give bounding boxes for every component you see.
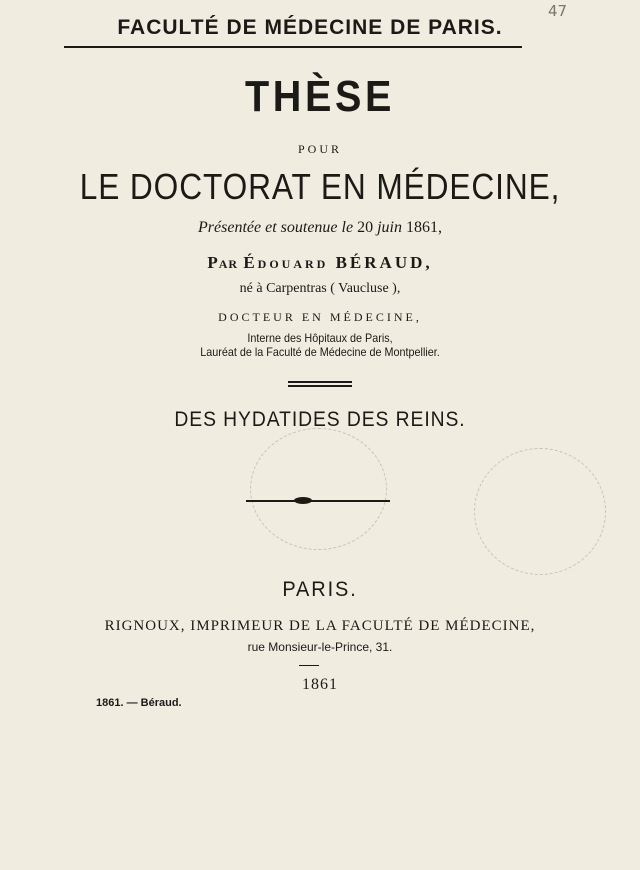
imprint-rule [299,665,319,666]
par-label: Par [207,253,239,272]
presentation-line [0,219,640,237]
faded-stamp [250,428,387,550]
pour-label: POUR [297,142,342,156]
thesis-subject: DES HYDATIDES DES REINS. [174,408,466,431]
ornament-divider [246,500,390,502]
footer-note: 1861. — Béraud. [96,697,182,709]
pencil-annotation: 47 [548,2,568,20]
ornament-divider-center [294,497,312,504]
author-name: Édouard BÉRAUD, [243,253,433,272]
ornament-rule-bottom [288,385,352,387]
imprint-printer: RIGNOUX, IMPRIMEUR DE LA FACULTÉ DE MÉDECINE, [104,618,536,634]
position-interne: Interne des Hôpitaux de Paris, [247,331,393,345]
degree-held: DOCTEUR EN MÉDECINE, [218,310,422,324]
presentation-year: 1861, [405,219,442,236]
ornament-rule-top [288,381,352,383]
thesis-title: THÈSE [244,72,396,121]
header-rule [64,46,522,48]
author-line [0,253,640,273]
faded-stamp-right [474,448,606,575]
imprint-city: PARIS. [282,578,358,601]
position-laureat: Lauréat de la Faculté de Médecine de Montpellier. [200,345,440,359]
presentation-month: juin [377,219,402,236]
degree-title: LE DOCTORAT EN MÉDECINE, [79,166,561,207]
imprint-year: 1861 [302,676,338,693]
birthplace: né à Carpentras ( Vaucluse ), [239,281,401,296]
presentation-day: 20 [357,219,374,236]
imprint-address: rue Monsieur-le-Prince, 31. [247,640,393,654]
faculty-header: FACULTÉ DE MÉDECINE DE PARIS. [117,16,503,39]
presentation-prefix: Présentée et soutenue le [198,219,354,236]
